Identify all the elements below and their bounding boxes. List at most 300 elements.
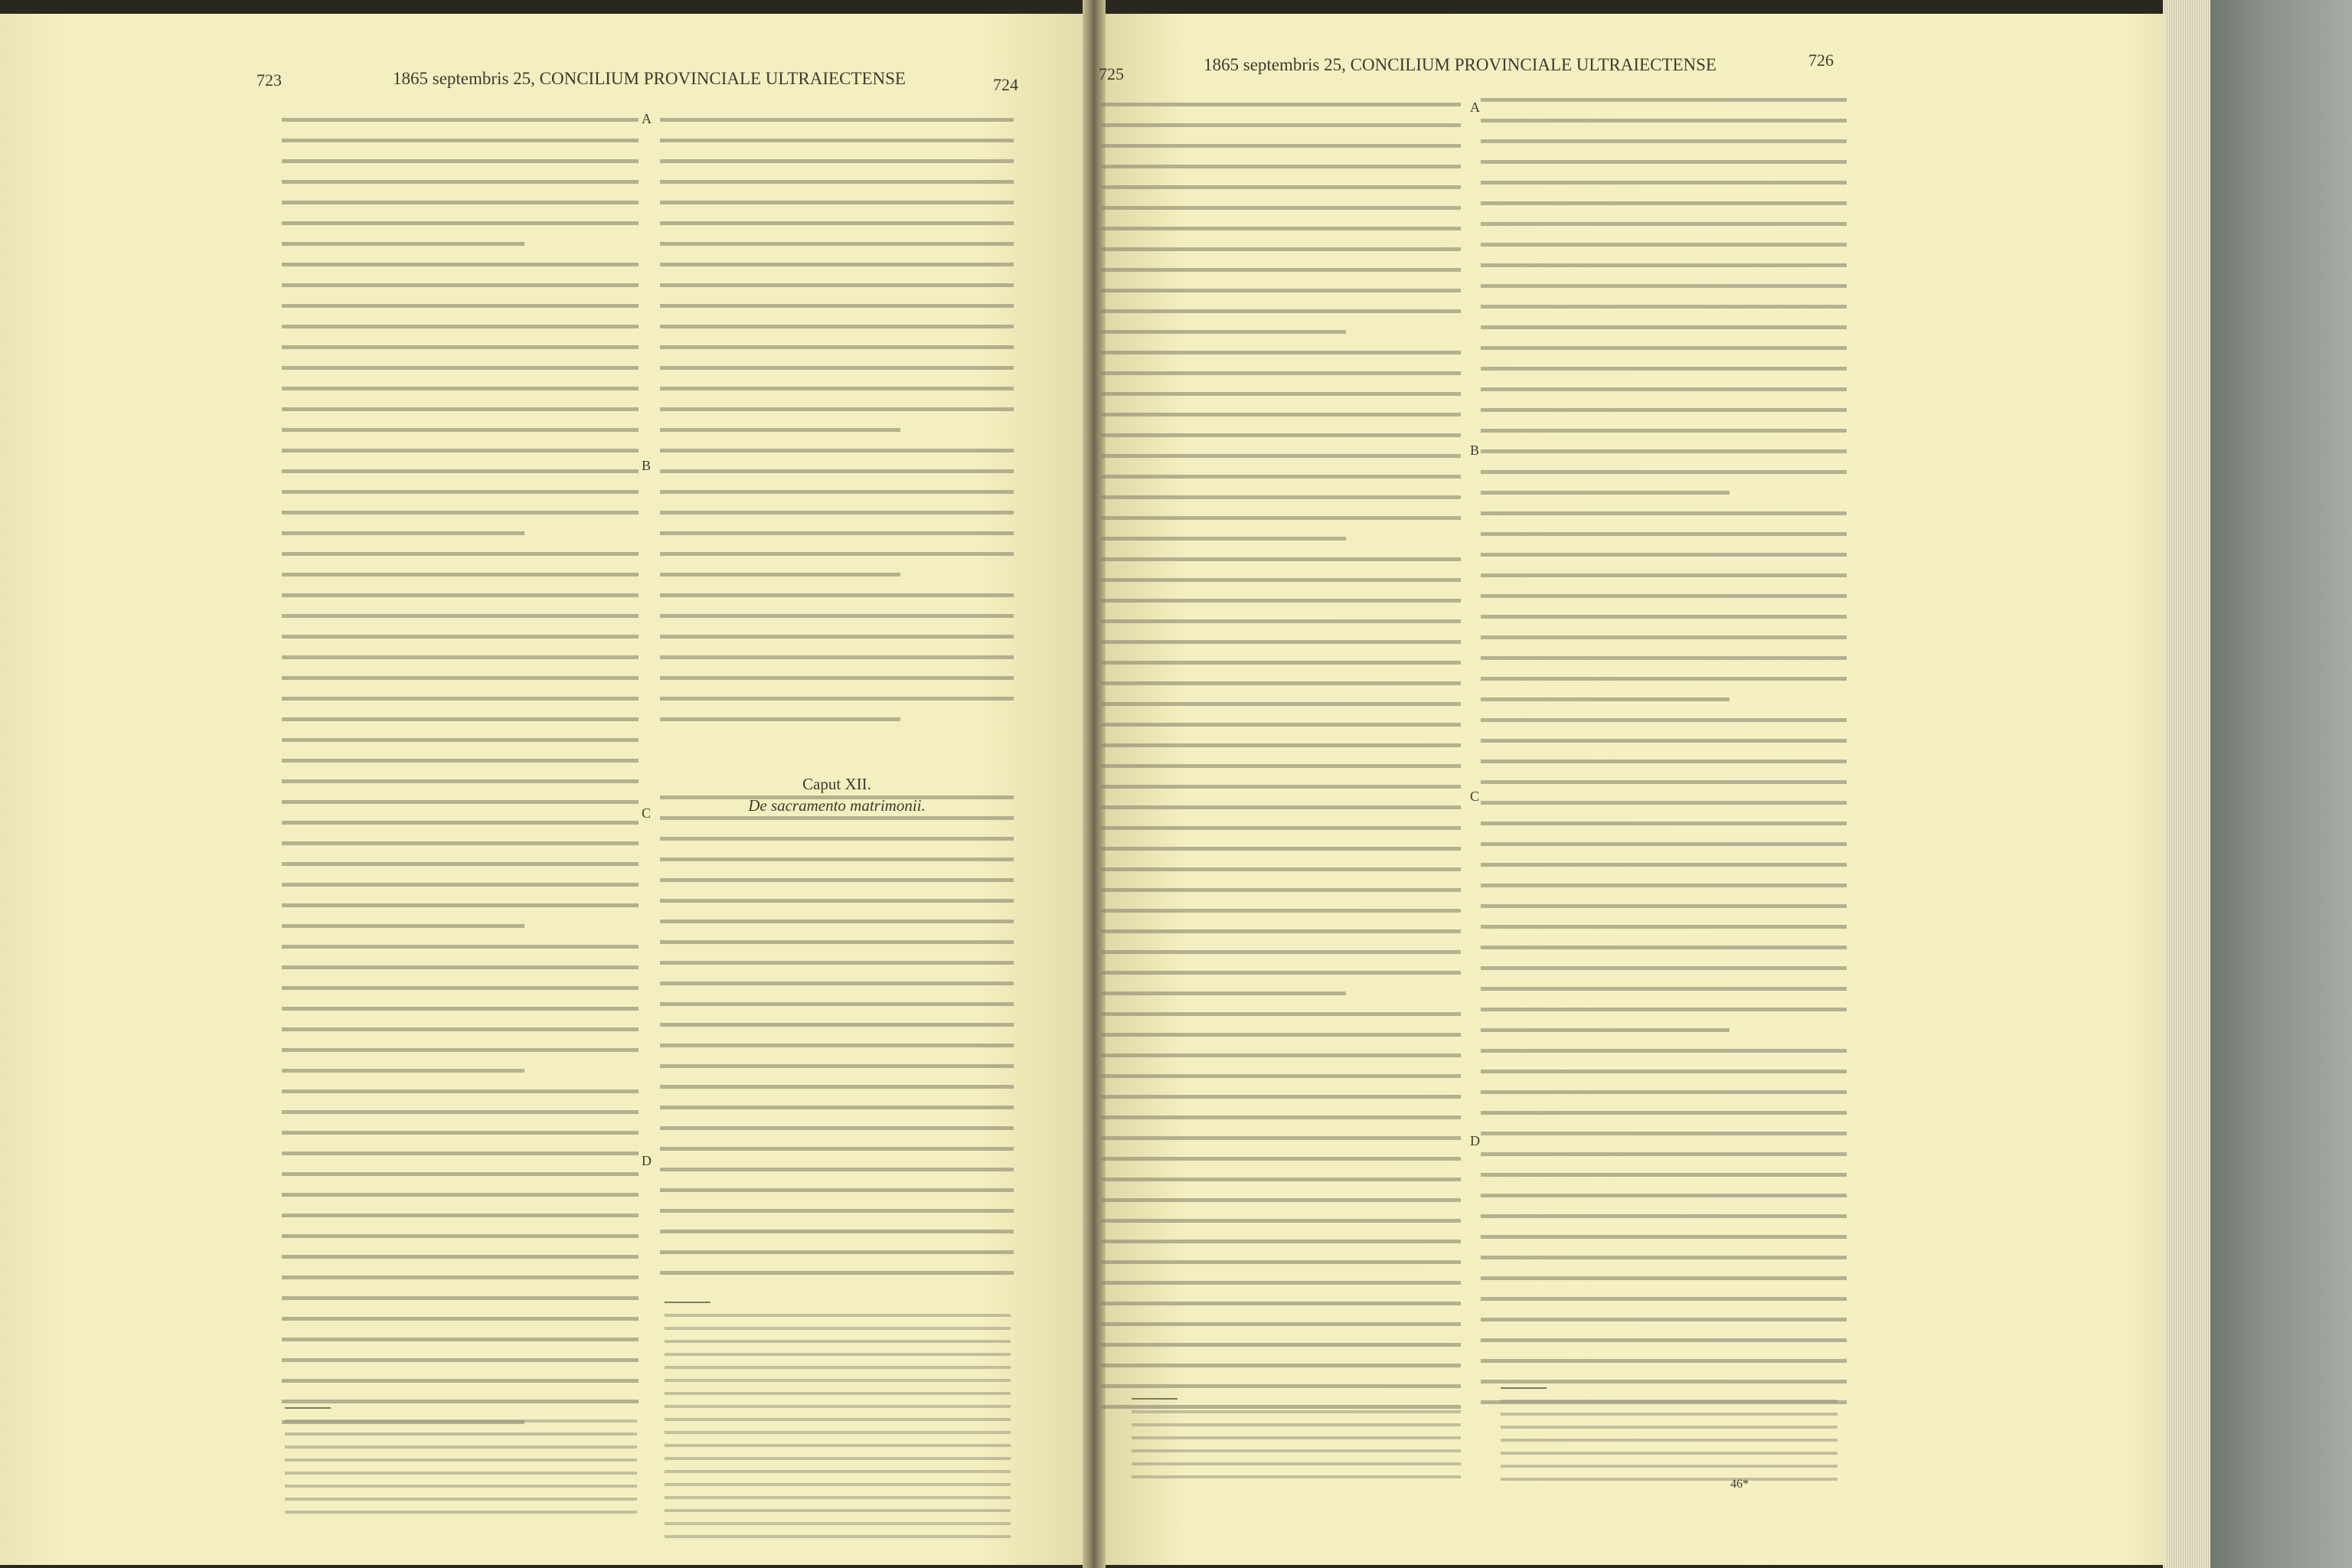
text-line <box>282 1193 639 1197</box>
text-line <box>1481 1276 1847 1280</box>
text-line <box>1481 1235 1847 1239</box>
margin-letter-c-right: C <box>1470 789 1480 804</box>
text-line <box>282 1152 639 1155</box>
text-line <box>1481 470 1847 474</box>
text-line <box>1101 991 1346 995</box>
left-page-footnotes-column-1 <box>285 1407 637 1524</box>
text-line <box>1481 305 1847 309</box>
footnote-line <box>285 1485 637 1488</box>
text-line <box>282 779 639 783</box>
margin-letter-a-right: A <box>1470 100 1480 115</box>
text-line <box>282 1276 639 1279</box>
text-line <box>282 945 639 949</box>
text-line <box>282 1110 639 1114</box>
text-line <box>1481 1256 1847 1259</box>
text-line <box>282 903 639 907</box>
footnote-line <box>1132 1449 1461 1452</box>
text-line <box>1481 1338 1847 1342</box>
footnote-line <box>665 1535 1011 1538</box>
text-line <box>660 816 1014 820</box>
text-line <box>282 1048 639 1052</box>
text-line <box>1101 847 1461 851</box>
text-line <box>282 118 639 122</box>
text-line <box>660 717 900 721</box>
left-inner-page-number: 724 <box>993 75 1018 94</box>
text-line <box>1101 640 1461 644</box>
text-line <box>1101 185 1461 189</box>
footnote-line <box>1132 1423 1461 1426</box>
text-line <box>1101 950 1461 954</box>
left-page-footnotes-column-2 <box>665 1302 1011 1548</box>
text-line <box>1481 201 1847 205</box>
text-line <box>282 1296 639 1300</box>
text-line <box>282 1234 639 1238</box>
text-line <box>660 1250 1014 1254</box>
text-line <box>282 1317 639 1321</box>
text-line <box>1101 971 1461 975</box>
text-line <box>1101 1240 1461 1243</box>
text-line <box>1481 346 1847 350</box>
right-page-column-1 <box>1101 103 1461 1426</box>
text-line <box>1481 1111 1847 1115</box>
text-line <box>282 263 639 266</box>
text-line <box>660 837 1014 841</box>
footnote-line <box>665 1366 1011 1369</box>
footnote-rule <box>285 1407 331 1409</box>
text-line <box>1481 677 1847 681</box>
text-line <box>1481 325 1847 329</box>
text-line <box>660 1209 1014 1213</box>
text-line <box>1101 1095 1461 1099</box>
text-line <box>1101 1136 1461 1140</box>
text-line <box>660 407 1014 411</box>
text-line <box>660 345 1014 349</box>
text-line <box>1481 449 1847 453</box>
margin-letter-d-right: D <box>1470 1133 1480 1148</box>
text-line <box>1101 1281 1461 1285</box>
text-line <box>1481 780 1847 784</box>
text-line <box>282 841 639 845</box>
footnote-line <box>665 1418 1011 1421</box>
text-line <box>1481 511 1847 515</box>
text-line <box>282 883 639 887</box>
text-line <box>660 242 1014 246</box>
text-line <box>282 180 639 184</box>
margin-letter-b: B <box>642 458 652 473</box>
text-line <box>660 221 1014 225</box>
text-line <box>282 573 639 577</box>
margin-letter-d: D <box>642 1153 652 1168</box>
footnote-rule <box>1132 1398 1178 1400</box>
text-line <box>1101 495 1461 499</box>
text-line <box>660 573 900 577</box>
text-line <box>1101 867 1461 871</box>
text-line <box>1101 805 1461 809</box>
text-line <box>660 1044 1014 1047</box>
text-line <box>1481 1297 1847 1301</box>
text-line <box>660 263 1014 266</box>
text-line <box>282 221 639 225</box>
chapter-title: De sacramento matrimonii. <box>748 796 926 815</box>
text-line <box>1481 656 1847 660</box>
text-line <box>282 366 639 370</box>
text-line <box>1481 532 1847 536</box>
text-line <box>1101 785 1461 789</box>
text-line <box>1481 1049 1847 1053</box>
text-line <box>282 821 639 825</box>
footnote-line <box>665 1444 1011 1447</box>
text-line <box>282 759 639 763</box>
text-line <box>282 159 639 163</box>
footnote-line <box>665 1353 1011 1356</box>
right-page-footnotes-column-1 <box>1132 1398 1461 1488</box>
footnote-line <box>1501 1478 1838 1481</box>
text-line <box>1481 739 1847 743</box>
text-line <box>282 1007 639 1011</box>
text-line <box>1101 123 1461 127</box>
text-line <box>1101 557 1461 561</box>
text-line <box>282 593 639 597</box>
text-line <box>1101 1074 1461 1078</box>
text-line <box>1481 594 1847 598</box>
left-outer-page-number: 723 <box>256 70 282 90</box>
text-line <box>660 1002 1014 1006</box>
right-page-column-2 <box>1481 98 1847 1421</box>
footnote-line <box>285 1511 637 1514</box>
text-line <box>660 878 1014 882</box>
footnote-line <box>1501 1465 1838 1468</box>
text-line <box>1481 1132 1847 1135</box>
text-line <box>1481 718 1847 722</box>
text-line <box>1101 454 1461 458</box>
text-line <box>660 1085 1014 1089</box>
text-line <box>660 1271 1014 1275</box>
text-line <box>1481 1070 1847 1073</box>
text-line <box>282 469 639 473</box>
backdrop <box>2209 0 2352 1568</box>
footnote-line <box>1132 1410 1461 1413</box>
footnote-line <box>665 1431 1011 1434</box>
footnote-line <box>285 1459 637 1462</box>
footnote-line <box>1501 1452 1838 1455</box>
text-line <box>660 635 1014 639</box>
text-line <box>1101 1364 1461 1367</box>
footnote-line <box>665 1314 1011 1317</box>
text-line <box>1101 1178 1461 1181</box>
text-line <box>660 449 1014 452</box>
text-line <box>660 283 1014 287</box>
text-line <box>1101 227 1461 230</box>
text-line <box>1481 160 1847 164</box>
text-line <box>1481 263 1847 267</box>
text-line <box>1101 247 1461 251</box>
text-line <box>1101 909 1461 913</box>
text-line <box>1481 408 1847 412</box>
text-line <box>1101 723 1461 727</box>
text-line <box>1101 1322 1461 1326</box>
text-line <box>660 1106 1014 1109</box>
text-line <box>1481 119 1847 122</box>
page-block-edge <box>2163 0 2210 1568</box>
text-line <box>1481 966 1847 970</box>
text-line <box>282 304 639 308</box>
text-line <box>282 449 639 452</box>
text-line <box>1101 392 1461 396</box>
text-line <box>1481 1380 1847 1383</box>
text-line <box>1101 330 1346 334</box>
text-line <box>1481 1152 1847 1156</box>
text-line <box>282 800 639 804</box>
text-line <box>1481 946 1847 949</box>
text-line <box>1481 635 1847 639</box>
text-line <box>1101 1260 1461 1264</box>
text-line <box>660 940 1014 944</box>
text-line <box>282 635 639 639</box>
text-line <box>1481 801 1847 805</box>
footnote-line <box>1132 1462 1461 1465</box>
text-line <box>1481 842 1847 846</box>
text-line <box>282 697 639 701</box>
margin-letter-c: C <box>642 805 652 821</box>
text-line <box>1101 764 1461 768</box>
text-line <box>660 366 1014 370</box>
right-running-head: 1865 septembris 25, CONCILIUM PROVINCIALE ULTRAIECTENSE <box>1204 55 1717 74</box>
text-line <box>282 1131 639 1135</box>
footnote-line <box>285 1432 637 1436</box>
text-line <box>660 159 1014 163</box>
footnote-line <box>1132 1436 1461 1439</box>
footnote-line <box>665 1327 1011 1330</box>
text-line <box>1481 1359 1847 1363</box>
text-line <box>660 614 1014 618</box>
footnote-line <box>665 1509 1011 1512</box>
text-line <box>660 1126 1014 1130</box>
text-line <box>1101 144 1461 148</box>
text-line <box>282 1214 639 1217</box>
text-line <box>1481 760 1847 763</box>
text-line <box>1481 1214 1847 1218</box>
text-line <box>1481 1318 1847 1321</box>
text-line <box>660 593 1014 597</box>
text-line <box>1101 1302 1461 1305</box>
footnote-line <box>1501 1413 1838 1416</box>
text-line <box>282 201 639 204</box>
text-line <box>660 387 1014 390</box>
text-line <box>1481 1090 1847 1094</box>
text-line <box>660 304 1014 308</box>
text-line <box>282 1172 639 1176</box>
footnote-line <box>665 1379 1011 1382</box>
text-line <box>1481 181 1847 185</box>
text-line <box>1101 1343 1461 1347</box>
text-line <box>1101 537 1346 541</box>
right-page-footnotes-column-2 <box>1501 1387 1838 1491</box>
right-inner-page-number: 725 <box>1099 64 1124 83</box>
text-line <box>660 1064 1014 1068</box>
text-line <box>1101 599 1461 603</box>
footnote-line <box>665 1457 1011 1460</box>
text-line <box>1101 1054 1461 1057</box>
text-line <box>282 552 639 556</box>
text-line <box>282 407 639 411</box>
text-line <box>660 428 900 432</box>
text-line <box>282 738 639 742</box>
text-line <box>282 1255 639 1259</box>
text-line <box>1101 206 1461 210</box>
text-line <box>660 697 1014 701</box>
text-line <box>1101 433 1461 437</box>
text-line <box>282 986 639 990</box>
text-line <box>660 920 1014 923</box>
text-line <box>1481 553 1847 557</box>
text-line <box>1481 573 1847 577</box>
text-line <box>282 428 639 432</box>
text-line <box>282 490 639 494</box>
footnote-line <box>665 1522 1011 1525</box>
text-line <box>1481 697 1730 701</box>
text-line <box>1101 351 1461 354</box>
signature-mark: 46* <box>1730 1478 1749 1491</box>
text-line <box>1101 103 1461 106</box>
text-line <box>1101 1198 1461 1202</box>
text-line <box>282 242 524 246</box>
text-line <box>660 858 1014 861</box>
text-line <box>660 1230 1014 1233</box>
text-line <box>282 345 639 349</box>
footnote-line <box>665 1392 1011 1395</box>
text-line <box>1481 863 1847 867</box>
text-line <box>660 531 1014 535</box>
text-line <box>282 924 524 928</box>
text-line <box>1481 1194 1847 1197</box>
text-line <box>282 1338 639 1341</box>
text-line <box>1101 1157 1461 1161</box>
text-line <box>282 1358 639 1362</box>
text-line <box>1101 661 1461 665</box>
text-line <box>660 139 1014 142</box>
text-line <box>1101 681 1461 685</box>
text-line <box>1101 268 1461 272</box>
text-line <box>1481 139 1847 143</box>
text-line <box>660 118 1014 122</box>
left-page-column-1 <box>282 118 639 1441</box>
text-line <box>1481 98 1847 102</box>
text-line <box>1481 987 1847 991</box>
footnote-line <box>1501 1400 1838 1403</box>
right-outer-page-number: 726 <box>1808 51 1834 70</box>
margin-letter-a: A <box>642 111 652 126</box>
text-line <box>282 531 524 535</box>
footnote-line <box>665 1405 1011 1408</box>
text-line <box>1101 619 1461 623</box>
left-page-column-2 <box>660 118 1014 1292</box>
footnote-line <box>1501 1426 1838 1429</box>
text-line <box>282 1379 639 1383</box>
footnote-line <box>1501 1439 1838 1442</box>
text-line <box>1481 243 1847 247</box>
text-line <box>1481 822 1847 825</box>
text-line <box>1101 289 1461 292</box>
text-line <box>1101 929 1461 933</box>
text-line <box>1481 884 1847 887</box>
text-line <box>282 1400 639 1403</box>
text-line <box>1101 702 1461 706</box>
text-line <box>660 961 1014 965</box>
text-line <box>660 1188 1014 1192</box>
text-line <box>1101 1219 1461 1223</box>
text-line <box>660 490 1014 494</box>
text-line <box>1481 367 1847 371</box>
text-line <box>282 325 639 328</box>
text-line <box>282 965 639 969</box>
text-line <box>1101 165 1461 168</box>
footnote-line <box>1132 1475 1461 1478</box>
text-line <box>1481 925 1847 929</box>
text-line <box>1481 387 1847 391</box>
text-line <box>1101 1384 1461 1388</box>
text-line <box>282 1069 524 1073</box>
text-line <box>1481 222 1847 226</box>
text-line <box>660 325 1014 328</box>
text-line <box>1481 615 1847 619</box>
chapter-number: Caput XII. <box>802 775 871 793</box>
text-line <box>660 469 1014 473</box>
text-line <box>282 1027 639 1031</box>
footnote-rule <box>665 1302 710 1303</box>
footnote-line <box>665 1483 1011 1486</box>
text-line <box>1481 491 1730 495</box>
margin-letter-b-right: B <box>1470 443 1480 458</box>
footnote-line <box>285 1498 637 1501</box>
text-line <box>1481 1028 1730 1032</box>
text-line <box>282 655 639 659</box>
text-line <box>282 717 639 721</box>
text-line <box>282 387 639 390</box>
text-line <box>1101 826 1461 830</box>
text-line <box>282 1089 639 1093</box>
text-line <box>1101 309 1461 313</box>
text-line <box>660 655 1014 659</box>
text-line <box>1101 371 1461 375</box>
text-line <box>660 1023 1014 1027</box>
text-line <box>1101 413 1461 416</box>
footnote-line <box>285 1419 637 1423</box>
footnote-rule <box>1501 1387 1547 1389</box>
text-line <box>660 201 1014 204</box>
text-line <box>1481 1173 1847 1177</box>
text-line <box>660 552 1014 556</box>
text-line <box>660 899 1014 903</box>
text-line <box>660 982 1014 985</box>
text-line <box>660 1147 1014 1151</box>
text-line <box>282 139 639 142</box>
text-line <box>1101 743 1461 747</box>
text-line <box>1101 475 1461 479</box>
text-line <box>1101 1033 1461 1037</box>
footnote-line <box>285 1472 637 1475</box>
text-line <box>660 511 1014 514</box>
left-running-head: 1865 septembris 25, CONCILIUM PROVINCIALE ULTRAIECTENSE <box>393 69 906 88</box>
text-line <box>1101 1012 1461 1016</box>
footnote-line <box>285 1446 637 1449</box>
text-line <box>282 283 639 287</box>
text-line <box>1101 578 1461 582</box>
text-line <box>1101 888 1461 892</box>
text-line <box>282 511 639 514</box>
footnote-line <box>665 1340 1011 1343</box>
text-line <box>282 862 639 866</box>
text-line <box>1481 284 1847 288</box>
